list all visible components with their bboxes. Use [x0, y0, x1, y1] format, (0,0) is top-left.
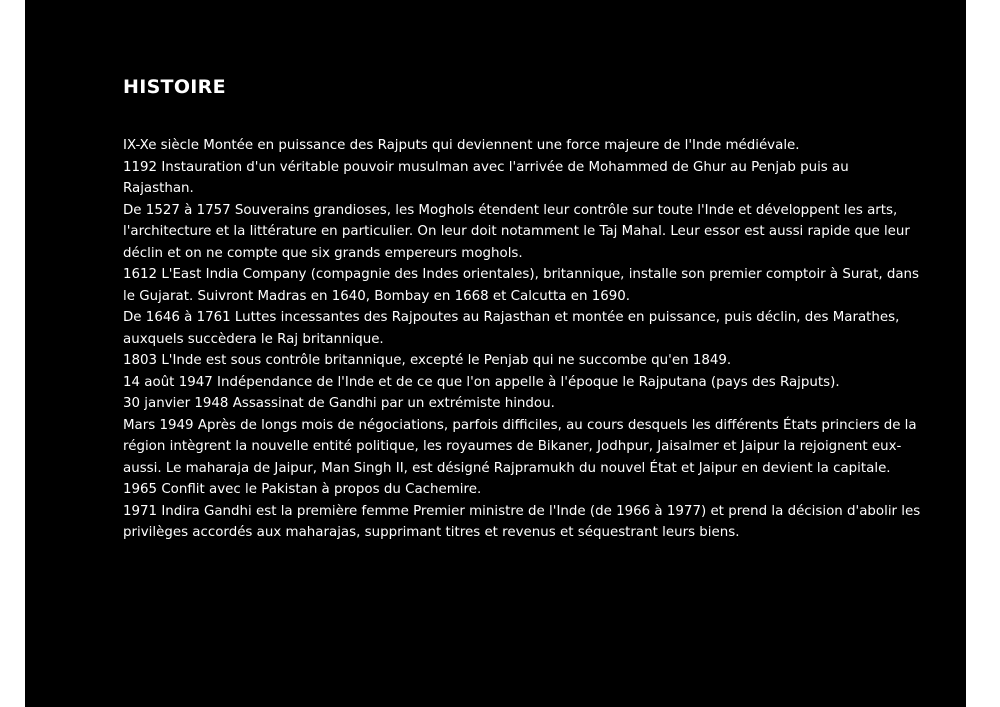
slide-page [25, 0, 966, 707]
history-entry-1646: De 1646 à 1761 Luttes incessantes des Rajpoutes au Rajasthan et montée en puissance, puis déclin, des Marathes, auxquels succèdera le Raj britannique. [123, 310, 900, 347]
history-entry-1971: 1971 Indira Gandhi est la première femme Premier ministre de l'Inde (de 1966 à 1977) et prend la décision d'abolir les privilèges accordés aux maharajas, supprimant titres et revenus et séquestrant leurs biens. [123, 503, 921, 540]
history-entry-1949: Mars 1949 Après de longs mois de négociations, parfois difficiles, au cours desquels les différents États princiers de la région intègrent la nouvelle entité politique, les royaumes de Bikaner, Jodhpur, Jaisalmer et Jaipur la rejoignent eux-aussi. Le maharaja de Jaipur, Man Singh II, est désigné Rajpramukh du nouvel État et Jaipur en devient la capitale. [123, 417, 917, 476]
history-entry-1948: 30 janvier 1948 Assassinat de Gandhi par un extrémiste hindou. [123, 396, 555, 411]
history-entry-1947: 14 août 1947 Indépendance de l'Inde et de ce que l'on appelle à l'époque le Rajputana (pays des Rajputs). [123, 374, 840, 390]
history-entry-1192: 1192 Instauration d'un véritable pouvoir musulman avec l'arrivée de Mohammed de Ghur au Penjab puis au Rajasthan. [123, 159, 849, 196]
page-title: HISTOIRE [123, 76, 226, 98]
history-entry-ix-xe: IX-Xe siècle Montée en puissance des Rajputs qui deviennent une force majeure de l'Inde médiévale. [123, 138, 800, 153]
history-entry-1612: 1612 L'East India Company (compagnie des Indes orientales), britannique, installe son premier comptoir à Surat, dans le Gujarat. Suivront Madras en 1640, Bombay en 1668 et Calcutta en 1690. [123, 267, 920, 304]
history-entry-1803: 1803 L'Inde est sous contrôle britannique, excepté le Penjab qui ne succombe qu'en 1849. [123, 353, 732, 368]
history-entry-1527: De 1527 à 1757 Souverains grandioses, les Moghols étendent leur contrôle sur toute l'Inde et développent les arts, l'architecture et la littérature en particulier. On leur doit notamment le Taj Mahal. Leur essor est aussi rapide que leur déclin et on ne compte que six grands empereurs moghols. [123, 202, 910, 261]
history-entry-1965: 1965 Conflit avec le Pakistan à propos du Cachemire. [123, 482, 482, 497]
history-text [123, 135, 923, 544]
